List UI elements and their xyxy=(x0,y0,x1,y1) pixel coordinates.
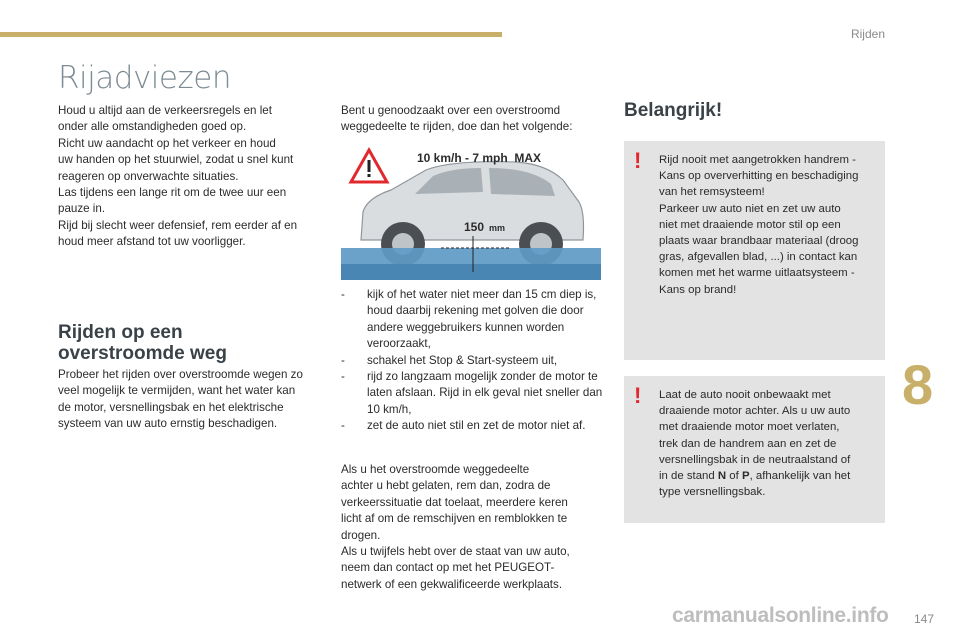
list-dash: - xyxy=(341,370,345,384)
list-item-text: kijk of het water niet meer dan 15 cm diep is, houd daarbij rekening met golven die door andere weggebruikers kunnen worden veroorzaakt, xyxy=(367,288,597,351)
list-item-text: zet de auto niet stil en zet de motor niet af. xyxy=(367,419,586,433)
list-item xyxy=(341,287,603,353)
gear-p-label: P xyxy=(741,470,750,483)
list-item xyxy=(341,418,603,434)
warning-box-handbrake xyxy=(624,141,885,360)
warning-text: Rijd nooit met aangetrokken handrem - Kans op oververhitting en beschadiging van het remsysteem! Parkeer uw auto niet en zet uw auto niet met draaiende motor stil op een plaats waar brandbaar materiaal (droog gras, afgevallen blad, ...) in contact kan komen met het warme uitlaatsysteem - Kans op brand! xyxy=(659,154,859,296)
flooded-road-paragraph: Probeer het rijden over overstroomde wegen zo veel mogelijk te vermijden, want het water kan de motor, versnellingsbak en het elektrische systeem van uw auto ernstig beschadigen. xyxy=(58,368,303,431)
list-dash: - xyxy=(341,353,345,367)
list-item-text: rijd zo langzaam mogelijk zonder de motor te laten afslaan. Rijd in elk geval niet sneller dan 10 km/h, xyxy=(367,370,603,416)
intro-paragraph: Houd u altijd aan de verkeersregels en let onder alle omstandigheden goed op. Richt uw aandacht op het verkeer en houd uw handen op het stuurwiel, zodat u snel kunt reageren op onverwachte situaties. Las tijdens een lange rit om de twee uur een pauze in. Rijd bij slecht weer defensief, rem eerder af en houd meer afstand tot uw voorligger. xyxy=(58,104,298,249)
warning-text-part: Laat de auto nooit onbewaakt met draaiende motor achter. Als u uw auto met draaiende motor moet verlaten, trek dan de handrem aan en zet de versnellingsbak in de neutraalstand of in de stand xyxy=(659,389,851,483)
page-title: Rijadviezen xyxy=(58,60,231,96)
flooded-road-heading: Rijden op een overstroomde weg xyxy=(58,322,227,364)
section-label: Rijden xyxy=(850,27,885,41)
procedure-intro: Bent u genoodzaakt over een overstroomd weggedeelte te rijden, doe dan het volgende: xyxy=(341,104,573,134)
warning-text-part: of xyxy=(726,470,742,483)
page-number: 147 xyxy=(914,612,935,626)
water-depth-unit: mm xyxy=(489,223,506,233)
after-flood-paragraph: Als u het overstroomde weggedeelte achter u hebt gelaten, rem dan, zodra de verkeerssituatie dat toelaat, meerdere keren licht af om de remschijven en remblokken te drogen. Als u twijfels hebt over de staat van uw auto, neem dan contact op met het PEUGEOT- netwerk of een gekwalificeerde werkplaats. xyxy=(341,463,570,591)
speed-limit-label: 10 km/h - 7 mph MAX xyxy=(417,151,542,165)
list-dash: - xyxy=(341,288,345,301)
exclamation-icon: ! xyxy=(634,148,642,173)
list-dash: - xyxy=(341,419,345,433)
flooded-road-illustration xyxy=(341,140,601,280)
water-depth-value: 150 xyxy=(464,220,485,234)
header-accent-bar xyxy=(0,32,502,37)
list-item xyxy=(341,369,603,418)
watermark: carmanualsonline.info xyxy=(672,604,889,627)
warning-text-part: , afhankelijk van het type versnellingsbak. xyxy=(659,470,851,499)
warning-box-unattended xyxy=(624,376,885,523)
list-item-text: schakel het Stop & Start-systeem uit, xyxy=(367,353,558,367)
procedure-list xyxy=(341,287,603,435)
exclamation-icon: ! xyxy=(634,383,642,408)
list-item xyxy=(341,353,603,369)
chapter-number: 8 xyxy=(902,353,934,416)
gear-n-label: N xyxy=(717,470,727,483)
important-heading: Belangrijk! xyxy=(624,100,723,121)
warning-text xyxy=(659,387,879,500)
